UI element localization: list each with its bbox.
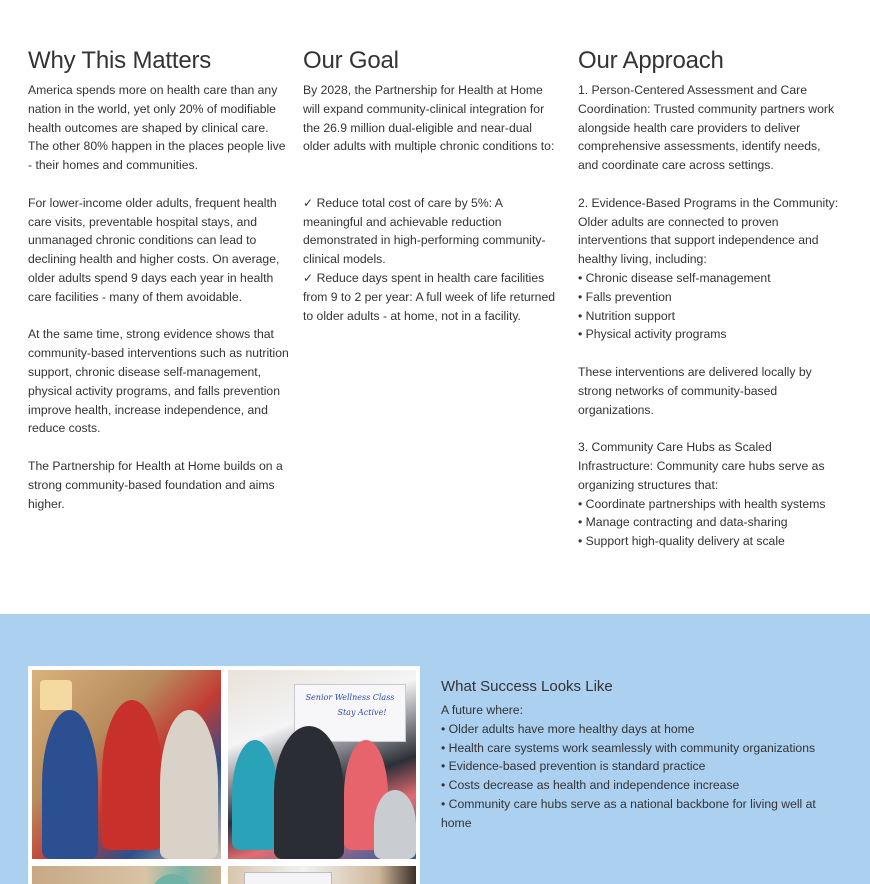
success-bullet: • Older adults have more healthy days at home — [441, 721, 695, 736]
goal-intro: By 2028, the Partnership for Health at Home will expand community-clinical integration for the 26.9 million dual-eligible and near-dual older adults with multiple chronic conditions to: — [303, 83, 555, 154]
approach-bullet: • Support high-quality delivery at scale — [578, 534, 785, 549]
lamp-shape — [40, 680, 72, 710]
goal-target-days: ✓ Reduce days spent in health care facilities from 9 to 2 per year: A full week of life returned to older adults - at home, not in a facility. — [303, 270, 556, 323]
approach-item-2: 2. Evidence-Based Programs in the Community: Older adults are connected to proven interventions that support independence and healthy living, including: — [578, 195, 839, 267]
goal-title: Our Goal — [303, 47, 399, 74]
why-paragraph-2: For lower-income older adults, frequent health care visits, preventable hospital stays, and unmanaged chronic conditions can lead to declining health and higher costs. On average, older adults spend 9 days each year in health care facilities - many of them avoidable. — [28, 195, 280, 304]
why-paragraph-1: America spends more on health care than any nation in the world, yet only 20% of modifiable health outcomes are shaped by clinical care. The other 80% happen in the places people live - their homes and communities. — [28, 83, 286, 173]
photo-senior-wellness-class — [228, 670, 416, 859]
why-this-matters-column — [28, 47, 290, 513]
success-title: What Success Looks Like — [441, 678, 613, 695]
approach-bullet: • Coordinate partnerships with health systems — [578, 496, 826, 511]
success-bullet: • Community care hubs serve as a national backbone for living well at home — [441, 796, 816, 830]
approach-item-1: 1. Person-Centered Assessment and Care Coordination: Trusted community partners work alongside health care providers to deliver comprehensive assessments, identify needs, and coordinate care across settings. — [578, 83, 835, 173]
why-paragraph-4: The Partnership for Health at Home builds on a strong community-based foundation and aims higher. — [28, 458, 283, 511]
approach-bullet: • Physical activity programs — [578, 327, 727, 342]
whiteboard-subtitle: Stay Active! — [337, 708, 387, 717]
our-goal-column — [303, 47, 561, 325]
photo-grid — [28, 666, 420, 884]
approach-delivery-note: These interventions are delivered locally by strong networks of community-based organizations. — [578, 364, 812, 417]
success-bullet: • Costs decrease as health and independence increase — [441, 778, 740, 793]
success-intro: A future where: — [441, 703, 523, 717]
why-title: Why This Matters — [28, 47, 212, 74]
goal-target-cost: ✓ Reduce total cost of care by 5%: A meaningful and achievable reduction demonstrated in high-performing community-clinical models. — [303, 195, 546, 267]
photo-care-coordination — [32, 670, 221, 859]
our-approach-column — [578, 47, 840, 551]
whiteboard-title: Senior Wellness Class — [305, 693, 395, 702]
why-paragraph-3: At the same time, strong evidence shows that community-based interventions such as nutrition support, chronic disease self-management, physical activity programs, and falls prevention improve health, increase independence, and reduce costs. — [28, 327, 289, 436]
approach-bullet: • Falls prevention — [578, 289, 672, 304]
photo-classroom — [228, 866, 416, 884]
what-success-looks-like — [441, 677, 841, 833]
approach-item-3: 3. Community Care Hubs as Scaled Infrastructure: Community care hubs serve as organizing structures that: — [578, 440, 825, 492]
success-band — [0, 614, 870, 884]
approach-title: Our Approach — [578, 47, 724, 74]
success-bullet: • Evidence-based prevention is standard practice — [441, 759, 706, 774]
success-bullet: • Health care systems work seamlessly with community organizations — [441, 740, 816, 755]
approach-bullet: • Chronic disease self-management — [578, 270, 771, 285]
photo-clinical-visit — [32, 866, 221, 884]
approach-bullet: • Manage contracting and data-sharing — [578, 515, 788, 530]
approach-bullet: • Nutrition support — [578, 308, 676, 323]
